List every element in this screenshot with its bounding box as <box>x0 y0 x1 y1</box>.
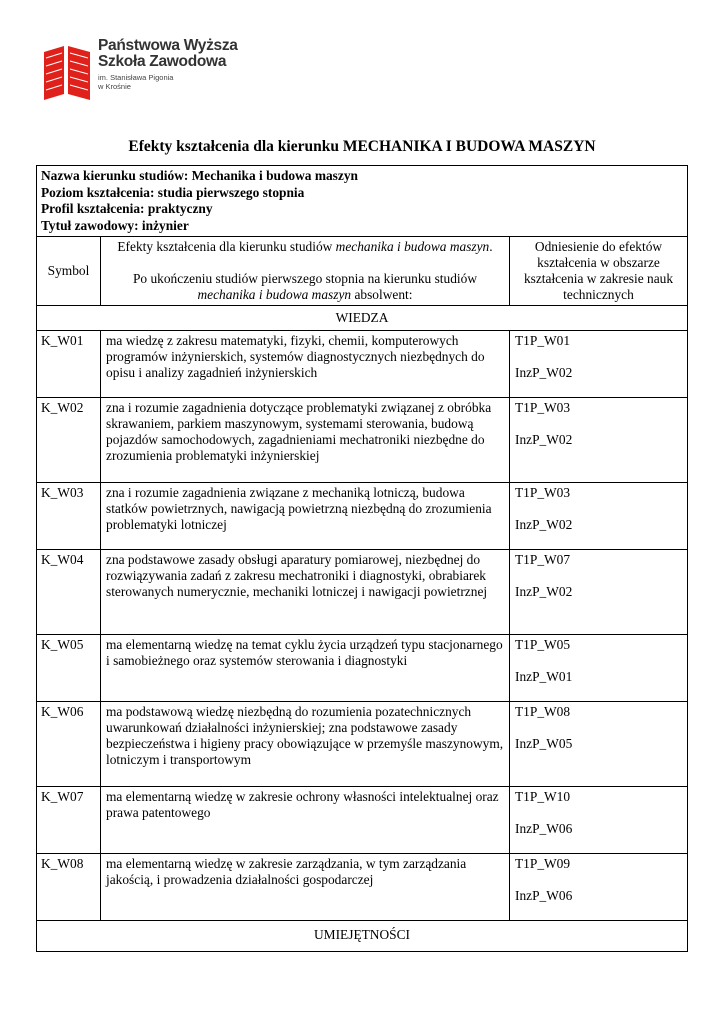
book-emblem-icon <box>42 42 94 100</box>
reference-engineer-code: InzP_W01 <box>515 669 573 684</box>
outcome-description: ma elementarną wiedzę na temat cyklu życia urządzeń typu stacjonarnego i samobieżnego oraz systemów sterowania i diagnostyki <box>101 635 510 702</box>
table-row <box>37 550 688 635</box>
table-row <box>37 702 688 787</box>
reference-area-code: T1P_W09 <box>515 856 571 871</box>
reference-area-code: T1P_W07 <box>515 552 571 567</box>
outcome-symbol: K_W02 <box>37 398 101 483</box>
study-level: Poziom kształcenia: studia pierwszego stopnia <box>41 184 305 200</box>
logo-city: w Krośnie <box>98 82 131 91</box>
study-profile: Profil kształcenia: praktyczny <box>41 201 213 216</box>
outcome-symbol: K_W03 <box>37 483 101 550</box>
reference-engineer-code: InzP_W02 <box>515 432 573 447</box>
program-name: Nazwa kierunku studiów: Mechanika i budowa maszyn <box>41 168 358 183</box>
symbol-column-header: Symbol <box>37 237 101 306</box>
table-row <box>37 331 688 398</box>
outcome-description: ma wiedzę z zakresu matematyki, fizyki, chemii, komputerowych programów inżynierskich, systemów diagnostycznych niezbędnych do opisu i analizy zagadnień inżynierskich <box>101 331 510 398</box>
outcome-symbol: K_W07 <box>37 787 101 854</box>
school-logo <box>38 36 238 106</box>
reference-engineer-code: InzP_W02 <box>515 365 573 380</box>
outcome-description: ma podstawową wiedzę niezbędną do rozumienia pozatechnicznych uwarunkowań działalności inżynierskiej; zna podstawowe zasady bezpieczeństwa i higieny pracy obowiązujące w przemyśle maszynowym, lotniczym i transportowym <box>101 702 510 787</box>
outcome-reference <box>510 550 688 635</box>
outcome-reference <box>510 483 688 550</box>
reference-engineer-code: InzP_W06 <box>515 888 573 903</box>
outcome-reference <box>510 635 688 702</box>
outcome-symbol: K_W05 <box>37 635 101 702</box>
reference-engineer-code: InzP_W02 <box>515 584 573 599</box>
outcome-reference <box>510 398 688 483</box>
section-skills: UMIEJĘTNOŚCI <box>37 921 688 952</box>
reference-area-code: T1P_W05 <box>515 637 571 652</box>
table-row <box>37 787 688 854</box>
outcome-symbol: K_W04 <box>37 550 101 635</box>
reference-area-code: T1P_W03 <box>515 400 571 415</box>
outcome-description: zna i rozumie zagadnienia związane z mechaniką lotniczą, budowa statków powietrznych, nawigacją powietrzną niezbędną do zrozumienia problematyki lotniczej <box>101 483 510 550</box>
reference-column-header: Odniesienie do efektów kształcenia w obszarze kształcenia w zakresie nauk technicznych <box>510 237 688 306</box>
professional-title: Tytuł zawodowy: inżynier <box>41 217 189 233</box>
outcome-reference <box>510 331 688 398</box>
table-row <box>37 398 688 483</box>
outcome-description: ma elementarną wiedzę w zakresie ochrony własności intelektualnej oraz prawa patentowego <box>101 787 510 854</box>
outcome-reference <box>510 854 688 921</box>
logo-name-line2: Szkoła Zawodowa <box>98 53 227 70</box>
reference-area-code: T1P_W10 <box>515 789 571 804</box>
reference-area-code: T1P_W08 <box>515 704 571 719</box>
outcome-description: zna podstawowe zasady obsługi aparatury pomiarowej, niezbędnej do rozwiązywania zadań z zakresu mechatroniki i diagnostyki, obrabiarek sterowanych numerycznie, mechaniki lotniczej i nawigacji powietrznej <box>101 550 510 635</box>
reference-engineer-code: InzP_W02 <box>515 517 573 532</box>
table-row <box>37 635 688 702</box>
effects-column-header: Efekty kształcenia dla kierunku studiów mechanika i budowa maszyn. Po ukończeniu studiów pierwszego stopnia na kierunku studiów mechanika i budowa maszyn absolwent: <box>101 237 510 306</box>
outcome-reference <box>510 702 688 787</box>
reference-engineer-code: InzP_W05 <box>515 736 573 751</box>
program-info <box>37 166 688 237</box>
table-row <box>37 483 688 550</box>
table-row <box>37 854 688 921</box>
outcome-symbol: K_W06 <box>37 702 101 787</box>
reference-engineer-code: InzP_W06 <box>515 821 573 836</box>
outcome-reference <box>510 787 688 854</box>
learning-outcomes-table <box>36 165 688 952</box>
logo-patron: im. Stanisława Pigonia <box>98 73 174 82</box>
outcome-description: zna i rozumie zagadnienia dotyczące problematyki związanej z obróbka skrawaniem, parkiem maszynowym, systemami sterowania, budową pojazdów samochodowych, zagadnieniami mechatroniki niezbędne do zrozumienia problematyki inżynierskiej <box>101 398 510 483</box>
outcome-symbol: K_W01 <box>37 331 101 398</box>
logo-name-line1: Państwowa Wyższa <box>98 37 238 54</box>
outcome-symbol: K_W08 <box>37 854 101 921</box>
document-title: Efekty kształcenia dla kierunku MECHANIKA I BUDOWA MASZYN <box>128 138 596 155</box>
section-knowledge: WIEDZA <box>37 306 688 331</box>
reference-area-code: T1P_W03 <box>515 485 571 500</box>
outcome-description: ma elementarną wiedzę w zakresie zarządzania, w tym zarządzania jakością, i prowadzenia działalności gospodarczej <box>101 854 510 921</box>
reference-area-code: T1P_W01 <box>515 333 571 348</box>
